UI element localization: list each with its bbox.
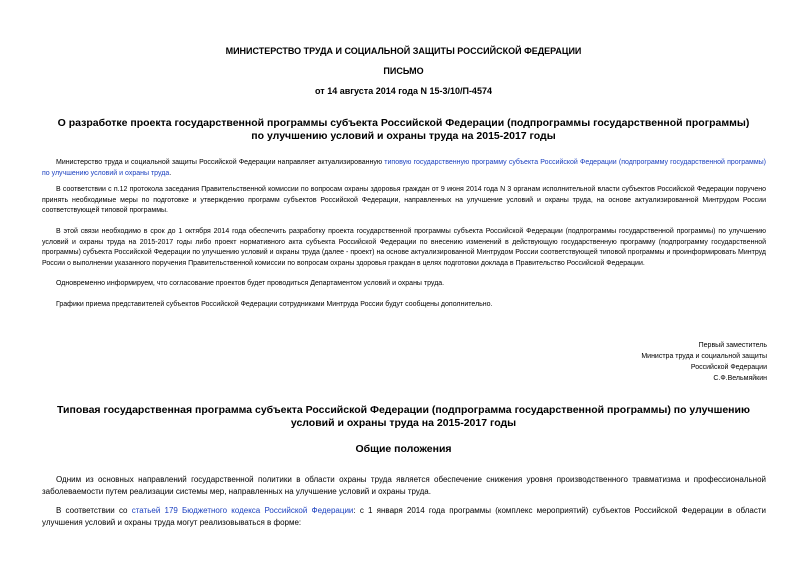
letter-subject: О разработке проекта государственной программы субъекта Российской Федерации (подпрограммы государственной программы) по улучшению условий и охраны труда на 2015-2017 годы bbox=[57, 117, 750, 142]
program-paragraph-2 bbox=[42, 505, 766, 529]
ministry-heading: МИНИСТЕРСТВО ТРУДА И СОЦИАЛЬНОЙ ЗАЩИТЫ РОССИЙСКОЙ ФЕДЕРАЦИИ bbox=[225, 46, 582, 56]
paragraph-text: . bbox=[169, 169, 172, 177]
paragraph-text: Министерство труда и социальной защиты Российской Федерации направляет актуализированную bbox=[56, 159, 385, 166]
typical-program-link[interactable]: типовую государственную программу субъекта Российской Федерации (подпрограмму государственной программы) по улучшению условий и охраны труда bbox=[42, 159, 766, 177]
letter-paragraph-3: В этой связи необходимо в срок до 1 октября 2014 года обеспечить разработку проекта государственной программы субъекта Российской Федерации (подпрограммы государственной программы) по улучшению условий и охраны труда на 2015-2017 годы либо проект нормативного акта субъекта Российской Федерации по внесению изменений в действующую государственную программу (подпрограмму государственной программы) субъекта Российской Федерации по улучшению условий и охраны труда (далее - проект) на основе актуализированной Минтрудом России соответствующей типовой программы и проинформировать Минтруд России о выполнении указанного поручения Правительственной комиссии по вопросам охраны здоровья граждан в целях подготовки доклада в Правительство Российской Федерации. bbox=[42, 228, 766, 267]
signature-ministry: Министра труда и социальной защиты bbox=[641, 353, 767, 360]
program-paragraph-1: Одним из основных направлений государственной политики в области охраны труда является обеспечение снижения уровня производственного травматизма и профессиональной заболеваемости путем реализации системы мер, направленных на улучшение условий и охраны труда. bbox=[42, 475, 766, 496]
paragraph-text: В соответствии со bbox=[56, 506, 132, 515]
signature-country: Российской Федерации bbox=[690, 364, 767, 371]
program-title: Типовая государственная программа субъекта Российской Федерации (подпрограмма государственной программы) по улучшению условий и охраны труда на 2015-2017 годы bbox=[57, 404, 750, 429]
signature-name: С.Ф.Вельмяйкин bbox=[713, 375, 767, 382]
letter-paragraph-1 bbox=[42, 158, 766, 179]
section-heading: Общие положения bbox=[355, 443, 452, 455]
signature-position: Первый заместитель bbox=[698, 342, 767, 349]
signature-block bbox=[517, 340, 767, 384]
document-date-number: от 14 августа 2014 года N 15-3/10/П-4574 bbox=[315, 86, 492, 96]
letter-paragraph-2: В соответствии с п.12 протокола заседания Правительственной комиссии по вопросам охраны здоровья граждан от 9 июня 2014 года N 3 органам исполнительной власти субъектов Российской Федерации поручено принять необходимые меры по подготовке и утверждению программ субъектов Российской Федерации, направленных на улучшение условий и охраны труда, на основе актуализированной Минтрудом России соответствующей типовой программы. bbox=[42, 186, 766, 215]
letter-paragraph-4: Одновременно информируем, что согласование проектов будет проводиться Департаментом условий и охраны труда. bbox=[56, 280, 445, 287]
document-type: ПИСЬМО bbox=[383, 66, 424, 76]
letter-paragraph-5: Графики приема представителей субъектов Российской Федерации сотрудниками Минтруда России будут сообщены дополнительно. bbox=[56, 301, 493, 308]
budget-code-link[interactable]: статьей 179 Бюджетного кодекса Российской Федерации bbox=[131, 506, 354, 515]
paragraph-text: : с 1 января 2014 года программы (комплекс мероприятий) субъектов Российской Федерации в области улучшения условий и охраны труда могут реализовываться в форме: bbox=[42, 506, 766, 527]
